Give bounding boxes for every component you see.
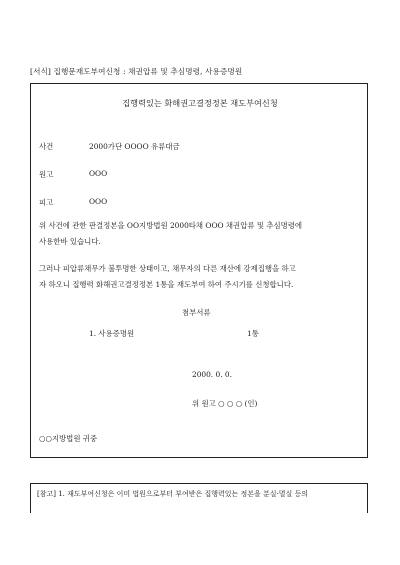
application-form [30,83,368,458]
filing-date: 2000. 0. 0. [192,370,232,379]
paragraph-request [39,261,361,293]
court-addressee: ○○지방법원 귀중 [39,434,98,443]
attachment-item: 1. 사용증명원 [89,329,135,338]
defendant-label: 피고 [39,198,54,207]
case-label: 사건 [39,142,54,151]
defendant-value: OOO [89,197,108,206]
form-label: [서식] 집행문재도부여신청 : 채권압류 및 추심명령, 사용증명원 [30,67,243,76]
attachments-heading: 첨부서류 [182,308,211,317]
reference-note-text: [참고] 1. 재도부여신청은 이미 법원으로부터 부여받은 집행력있는 정본을 분실·멸실 등의 [37,490,309,498]
reference-note [30,483,368,513]
paragraph-line: 자 하오니 집행력 화해권고결정정본 1통을 재도부여 하여 주시기를 신청합니다. [39,280,294,289]
paragraph-previous-use [39,218,361,250]
case-value: 2000가단 OOOO 유류대금 [89,142,180,151]
attachment-count: 1통 [247,329,259,338]
paragraph-line: 사용한바 있습니다. [39,237,101,246]
paragraph-line: 그러나 피압류채무가 불투명한 상태이고, 채무자의 다른 재산에 강제집행을 하고 [39,264,296,273]
document-title: 집행력있는 화해권고결정정본 재도부여신청 [122,98,278,108]
plaintiff-label: 원고 [39,170,54,179]
paragraph-line: 위 사건에 관한 판결정본을 OO지방법원 2000타채 OOO 채권압류 및 추심명령에 [39,221,303,230]
plaintiff-value: OOO [89,169,108,178]
applicant-signature: 위 원고 ○ ○ ○ (인) [192,399,258,408]
